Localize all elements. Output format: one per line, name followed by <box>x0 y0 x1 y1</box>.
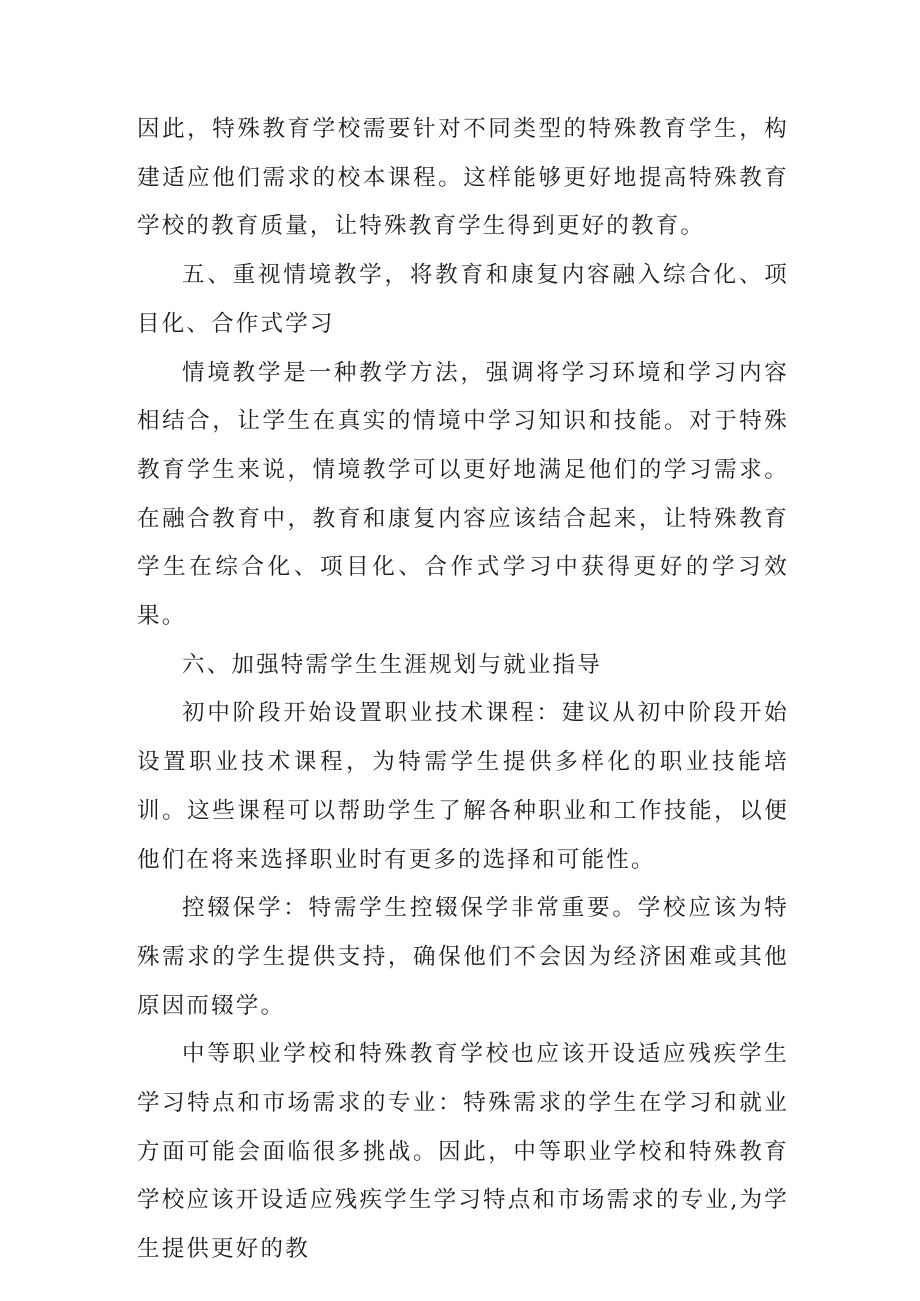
section-heading-five: 五、重视情境教学，将教育和康复内容融入综合化、项目化、合作式学习 <box>137 262 789 337</box>
paragraph-continuation: 因此，特殊教育学校需要针对不同类型的特殊教育学生，构建适应他们需求的校本课程。这样能够更好地提高特殊教育学校的教育质量，让特殊教育学生得到更好的教育。 <box>137 116 789 240</box>
paragraph-vocational-courses: 初中阶段开始设置职业技术课程：建议从初中阶段开始设置职业技术课程，为特需学生提供多样化的职业技能培训。这些课程可以帮助学生了解各种职业和工作技能，以便他们在将来选择职业时有更多的选择和可能性。 <box>137 700 789 873</box>
paragraph-situational-teaching: 情境教学是一种教学方法，强调将学习环境和学习内容相结合，让学生在真实的情境中学习知识和技能。对于特殊教育学生来说，情境教学可以更好地满足他们的学习需求。在融合教育中，教育和康复内容应该结合起来，让特殊教育学生在综合化、项目化、合作式学习中获得更好的学习效果。 <box>137 359 789 630</box>
paragraph-vocational-schools: 中等职业学校和特殊教育学校也应该开设适应残疾学生学习特点和市场需求的专业：特殊需求的学生在学习和就业方面可能会面临很多挑战。因此，中等职业学校和特殊教育学校应该开设适应残疾学生学习特点和市场需求的专业,为学生提供更好的教 <box>137 1041 789 1263</box>
section-heading-six: 六、加强特需学生生涯规划与就业指导 <box>182 651 602 678</box>
document-body <box>137 105 789 1274</box>
paragraph-dropout-control: 控辍保学：特需学生控辍保学非常重要。学校应该为特殊需求的学生提供支持，确保他们不会因为经济困难或其他原因而辍学。 <box>137 895 789 1019</box>
